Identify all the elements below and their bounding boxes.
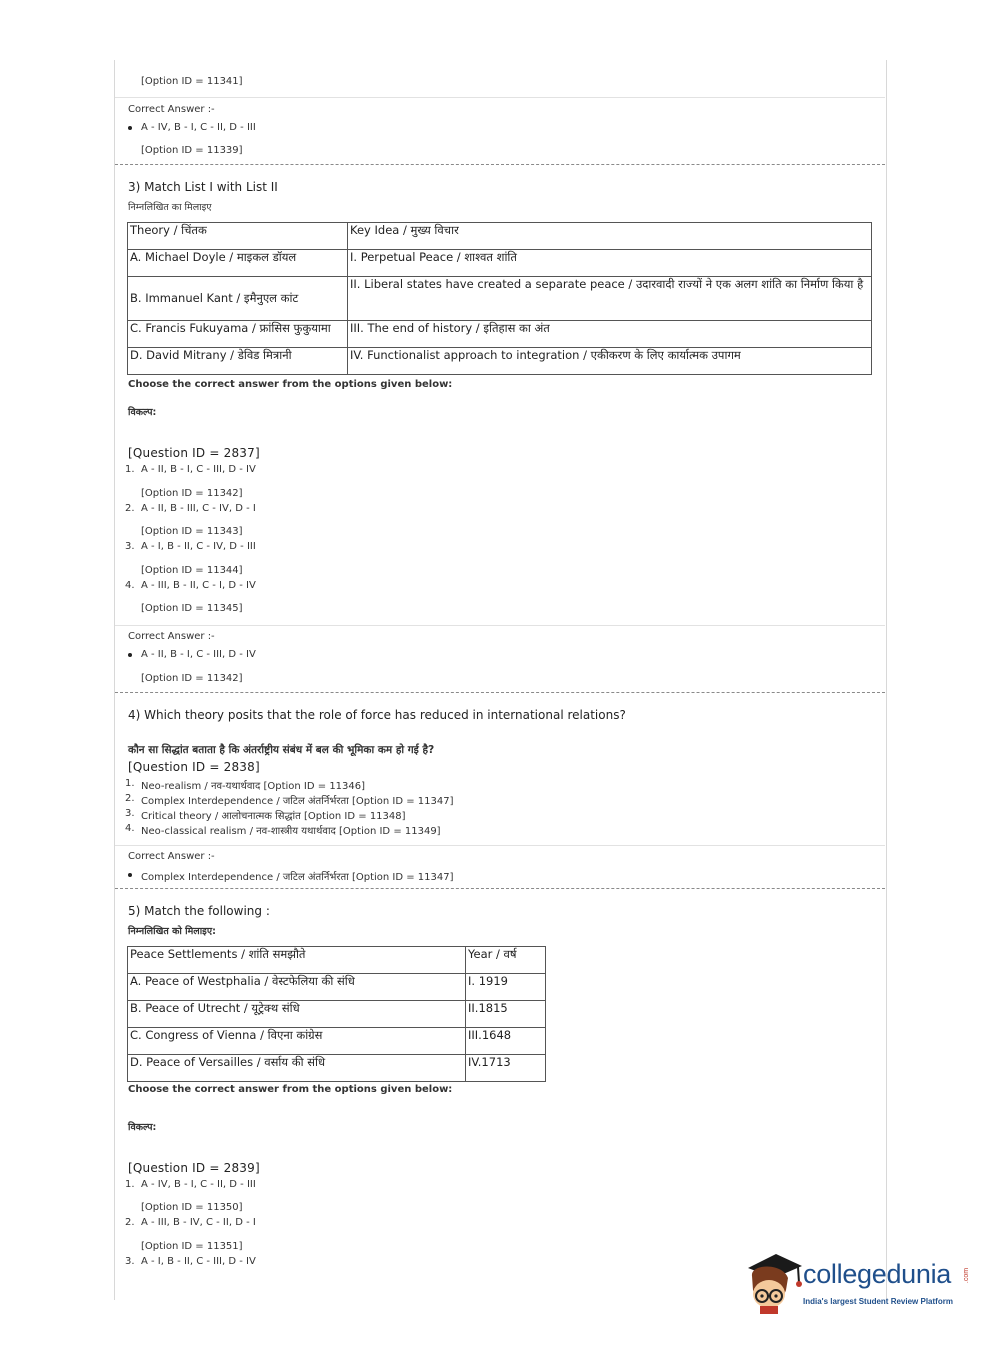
- correct-option-id: [Option ID = 11339]: [141, 145, 243, 156]
- table-cell: I. 1919: [466, 974, 546, 1001]
- option-text: A - IV, B - I, C - II, D - III: [141, 1179, 256, 1190]
- option-text: A - II, B - I, C - III, D - IV: [141, 464, 256, 475]
- table-header-cell: Key Idea / मुख्य विचार: [348, 223, 872, 250]
- correct-answer-label: Correct Answer :-: [128, 631, 215, 642]
- option-number: 1.: [125, 778, 135, 789]
- table-cell: IV. Functionalist approach to integration / एकीकरण के लिए कार्यात्मक उपागम: [348, 348, 872, 375]
- options-heading: विकल्प:: [128, 1122, 157, 1133]
- option-text: A - I, B - II, C - IV, D - III: [141, 541, 256, 552]
- table-cell: II.1815: [466, 1001, 546, 1028]
- question-title: 4) Which theory posits that the role of force has reduced in international relations?: [128, 708, 626, 722]
- match-table: [127, 946, 546, 1082]
- table-header-cell: Peace Settlements / शांति समझौते: [128, 947, 466, 974]
- divider: [115, 625, 885, 626]
- bullet-icon: [128, 126, 132, 130]
- table-cell: I. Perpetual Peace / शाश्वत शांति: [348, 250, 872, 277]
- bullet-icon: [128, 873, 132, 877]
- table-cell: IV.1713: [466, 1055, 546, 1082]
- option-id: [Option ID = 11344]: [141, 565, 243, 576]
- instruction-text: Choose the correct answer from the options given below:: [128, 1084, 453, 1095]
- table-header-cell: Year / वर्ष: [466, 947, 546, 974]
- correct-answer-text: A - II, B - I, C - III, D - IV: [141, 649, 256, 660]
- table-cell: B. Peace of Utrecht / यूट्रेक्थ संधि: [128, 1001, 466, 1028]
- question-title-hindi: निम्नलिखित का मिलाइए: [128, 202, 212, 213]
- table-cell: C. Francis Fukuyama / फ्रांसिस फुकुयामा: [128, 321, 348, 348]
- divider: [115, 97, 885, 98]
- option-text: A - I, B - II, C - III, D - IV: [141, 1256, 256, 1267]
- correct-option-id: [Option ID = 11342]: [141, 673, 243, 684]
- mascot-icon: [742, 1250, 804, 1316]
- table-cell: B. Immanuel Kant / इमैनुएल कांट: [128, 277, 348, 321]
- table-cell: D. David Mitrany / डेविड मित्रानी: [128, 348, 348, 375]
- match-table: [127, 222, 872, 375]
- option-number: 3.: [125, 541, 135, 552]
- option-number: 4.: [125, 580, 135, 591]
- question-title: 5) Match the following :: [128, 904, 270, 918]
- question-title-hindi: कौन सा सिद्धांत बताता है कि अंतर्राष्ट्रीय संबंध में बल की भूमिका कम हो गई है?: [128, 744, 435, 756]
- option-id: [Option ID = 11343]: [141, 526, 243, 537]
- bullet-icon: [128, 653, 132, 657]
- collegedunia-logo: [742, 1250, 972, 1320]
- question-id: [Question ID = 2838]: [128, 760, 260, 774]
- divider: [115, 845, 885, 846]
- option-number: 1.: [125, 1179, 135, 1190]
- option-id: [Option ID = 11345]: [141, 603, 243, 614]
- question-separator: [115, 164, 885, 165]
- option-number: 2.: [125, 1217, 135, 1228]
- brand-name: collegedunia: [803, 1259, 952, 1289]
- option-number: 1.: [125, 464, 135, 475]
- options-heading: विकल्प:: [128, 407, 157, 418]
- option-number: 2.: [125, 503, 135, 514]
- question-separator: [115, 888, 885, 889]
- question-separator: [115, 692, 885, 693]
- option-text: Neo-realism / नव-यथार्थवाद [Option ID = 11346]: [141, 781, 366, 792]
- option-text: Complex Interdependence / जटिल अंतर्निर्भरता [Option ID = 11347]: [141, 796, 454, 807]
- brand-suffix: .com: [963, 1267, 971, 1284]
- option-id: [Option ID = 11342]: [141, 488, 243, 499]
- instruction-text: Choose the correct answer from the options given below:: [128, 379, 453, 390]
- option-text: A - III, B - IV, C - II, D - I: [141, 1217, 256, 1228]
- correct-answer-label: Correct Answer :-: [128, 104, 215, 115]
- table-cell: III. The end of history / इतिहास का अंत: [348, 321, 872, 348]
- option-text: Neo-classical realism / नव-शास्त्रीय यथार्थवाद [Option ID = 11349]: [141, 826, 441, 837]
- question-id: [Question ID = 2839]: [128, 1161, 260, 1175]
- table-cell: II. Liberal states have created a separate peace / उदारवादी राज्यों ने एक अलग शांति का निर्माण किया है: [348, 277, 872, 321]
- option-id: [Option ID = 11351]: [141, 1241, 243, 1252]
- option-number: 3.: [125, 808, 135, 819]
- option-number: 3.: [125, 1256, 135, 1267]
- table-cell: III.1648: [466, 1028, 546, 1055]
- option-text: A - II, B - III, C - IV, D - I: [141, 503, 256, 514]
- table-cell: A. Michael Doyle / माइकल डॉयल: [128, 250, 348, 277]
- correct-answer-text: Complex Interdependence / जटिल अंतर्निर्भरता [Option ID = 11347]: [141, 872, 454, 883]
- correct-answer-label: Correct Answer :-: [128, 851, 215, 862]
- table-header-cell: Theory / चिंतक: [128, 223, 348, 250]
- correct-answer-text: A - IV, B - I, C - II, D - III: [141, 122, 256, 133]
- option-number: 4.: [125, 823, 135, 834]
- question-title: 3) Match List I with List II: [128, 180, 278, 194]
- table-cell: A. Peace of Westphalia / वेस्टफेलिया की संधि: [128, 974, 466, 1001]
- question-title-hindi: निम्नलिखित को मिलाइए:: [128, 926, 216, 937]
- table-cell: D. Peace of Versailles / वर्साय की संधि: [128, 1055, 466, 1082]
- option-text: A - III, B - II, C - I, D - IV: [141, 580, 256, 591]
- table-cell: C. Congress of Vienna / विएना कांग्रेस: [128, 1028, 466, 1055]
- option-text: Critical theory / आलोचनात्मक सिद्धांत [Option ID = 11348]: [141, 811, 406, 822]
- option-number: 2.: [125, 793, 135, 804]
- option-id: [Option ID = 11341]: [141, 76, 243, 87]
- option-id: [Option ID = 11350]: [141, 1202, 243, 1213]
- brand-tagline: India's largest Student Review Platform: [803, 1297, 953, 1306]
- question-id: [Question ID = 2837]: [128, 446, 260, 460]
